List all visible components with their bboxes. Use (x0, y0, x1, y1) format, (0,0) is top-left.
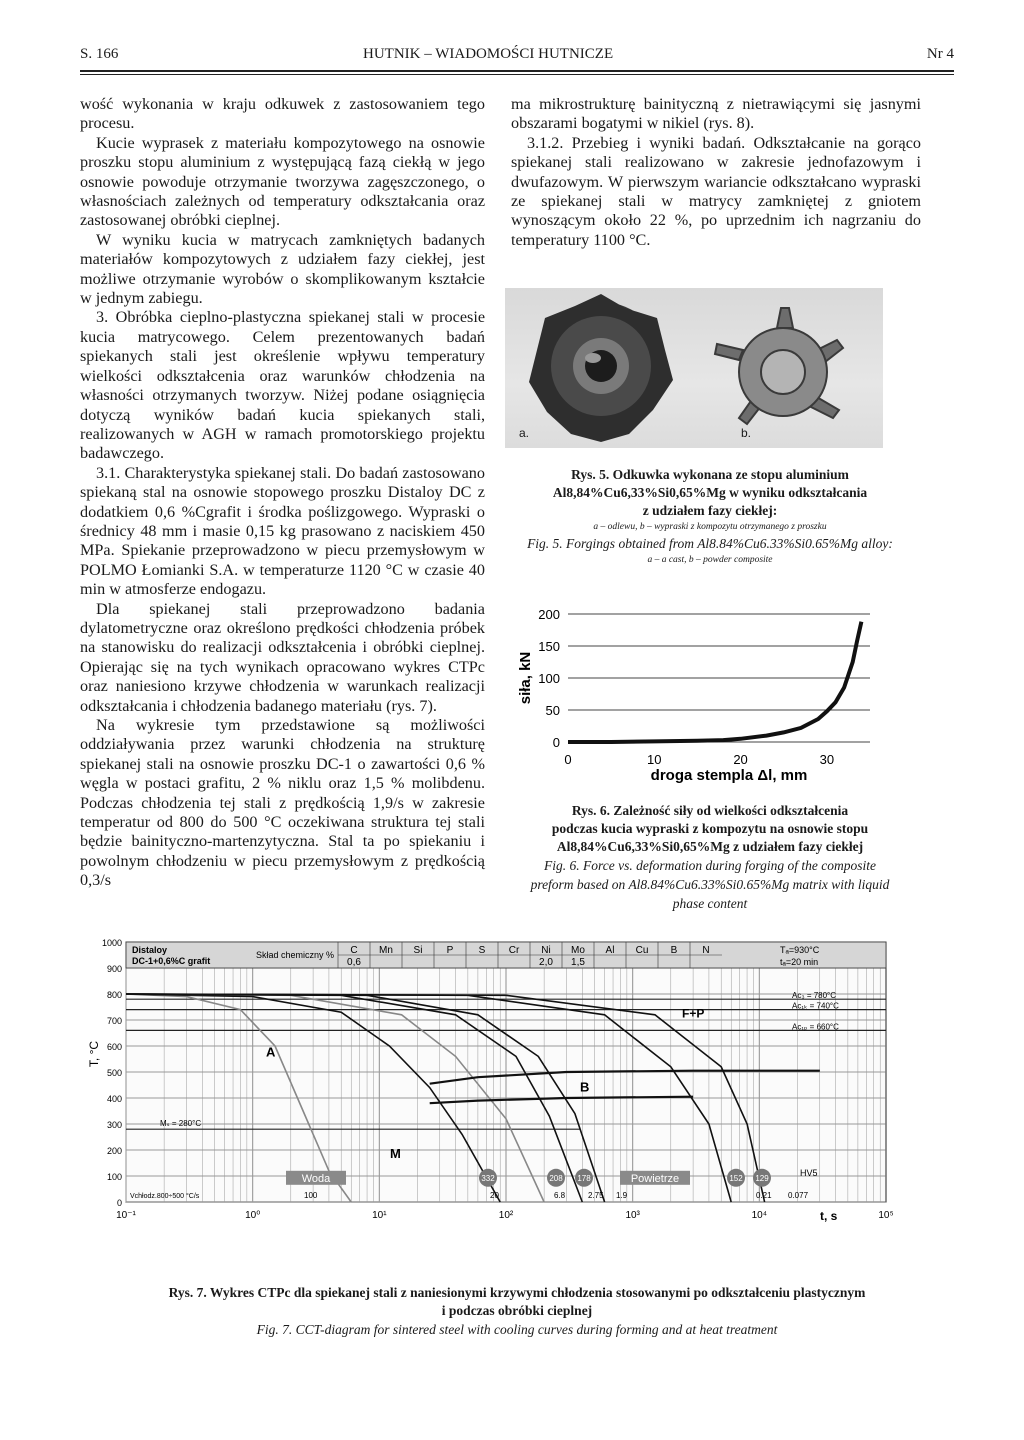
element-value: 0,6 (347, 957, 361, 968)
right-column (511, 95, 921, 250)
y-axis-label: T, °C (87, 1040, 101, 1068)
material-name: Distaloy (132, 945, 168, 955)
y-tick-label: 200 (538, 607, 560, 622)
element-value: 1,5 (571, 957, 585, 968)
caption-line: podczas kucia wypraski z kompozytu na osnowie stopu (551, 821, 869, 836)
region-fp: F+P (682, 1006, 705, 1021)
caption-line: i podczas obróbki cieplnej (441, 1303, 593, 1318)
y-tick-label: 1000 (101, 938, 122, 948)
paragraph: Na wykresie tym przedstawione są możliwości oddziaływania przez warunki chłodzenia na strukturę spiekanej stali na osnowie proszku DC-1 o zawartości 0,6 % węgla w postaci grafitu, 2 % niklu oraz 1,5 % molibdenu. Podczas chłodzenia tej stali z prędkością 1,9/s w zakresie temperatur od 800 do 500 °C oczekiwana struktura tej stali będzie bainityczno-martenzytyczna. Stal ta po spiekaniu i powolnym chłodzeniu w piecu przemysłowym z prędkością 0,3/s (80, 716, 485, 890)
cast-forging (529, 294, 673, 442)
y-tick-label: 0 (116, 1198, 122, 1208)
label-a: a. (519, 426, 530, 440)
composition-label: Skład chemiczny % (256, 950, 335, 960)
fig5-caption (500, 466, 920, 567)
element-symbol: N (702, 945, 710, 956)
element-symbol: Al (605, 945, 615, 956)
y-tick-label: 150 (538, 639, 560, 654)
y-axis-label: siła, kN (517, 651, 534, 705)
y-tick-label: 0 (552, 735, 560, 750)
ms-label: Mₛ = 280°C (160, 1119, 202, 1129)
x-tick-label: 0 (564, 752, 572, 767)
element-symbol: Ni (541, 945, 551, 956)
force-chart (500, 596, 890, 786)
y-tick-label: 400 (106, 1094, 122, 1104)
cct-diagram (80, 934, 910, 1264)
austenitizing-temp: Tₐ=930°C (780, 945, 820, 955)
caption-line: z udziałem fazy ciekłej: (642, 503, 778, 518)
header-rule (80, 70, 954, 72)
y-tick-label: 600 (106, 1042, 122, 1052)
cooling-rate-value: 6.8 (554, 1191, 566, 1200)
x-tick-label: 10¹ (372, 1210, 387, 1221)
element-symbol: C (350, 945, 358, 956)
paragraph: 3.1.2. Przebieg i wyniki badań. Odkształcanie na gorąco spiekanej stali realizowano w zakresie jednofazowym i dwufazowym. W pierwszym wariancie odkształcano wypraski ze spiekanej stali w matrycy zamkniętej z gniotem wynoszącym około 22 %, po uprzednim ich nagrzaniu do temperatury 1100 °C. (511, 133, 921, 249)
caption-line: Al8,84%Cu6,33%Si0,65%Mg z udziałem fazy ciekłej (556, 839, 864, 854)
y-tick-label: 300 (106, 1120, 122, 1130)
paragraph: Dla spiekanej stali przeprowadzono badania dylatometryczne oraz określono prędkości chłodzenia próbek na stanowisku do realizacji odkształcenia i obróbki cieplnej. Opierając się na tych wynikach opracowano wykres CTPc oraz naniesiono krzywe chłodzenia w warunkach realizacji odkształcania i chłodzenia badanego materiału (rys. 7). (80, 599, 485, 715)
x-tick-label: 20 (733, 752, 748, 767)
paragraph: W wyniku kucia w matrycach zamkniętych badanych materiałów kompozytowych z udziałem fazy ciekłej, jest możliwe otrzymanie wyrobów o skomplikowanym kształcie w jednym zabiegu. (80, 230, 485, 308)
caption-line: Rys. 5. Odkuwka wykonana ze stopu aluminium (571, 467, 849, 482)
cooling-rate-label: Vchłodz.800÷500 °C/s (130, 1193, 200, 1200)
composition-table (126, 942, 886, 968)
caption-en: Fig. 7. CCT-diagram for sintered steel with cooling curves during forming and at heat treatment (256, 1322, 778, 1337)
caption-line: Al8,84%Cu6,33%Si0,65%Mg w wyniku odkształcania (552, 485, 868, 500)
caption-en: phase content (672, 896, 748, 911)
paragraph: ma mikrostrukturę bainityczną z nietrawiącymi się jasnymi obszarami bogatymi w nikiel (rys. 8). (511, 95, 921, 133)
powietrze-label: Powietrze (630, 1172, 680, 1185)
hardness-value: 332 (481, 1173, 495, 1183)
transformation-label: Ac₁ₖ = 740°C (792, 1001, 839, 1011)
element-symbol: S (478, 945, 486, 956)
hardness-value: 152 (729, 1173, 743, 1183)
y-tick-label: 100 (538, 671, 560, 686)
caption-en: Fig. 5. Forgings obtained from Al8.84%Cu6.33%Si0.65%Mg alloy: (527, 536, 893, 551)
x-axis-label: t, s (820, 1209, 838, 1223)
cooling-rate-value: 2.75 (588, 1191, 604, 1200)
y-tick-label: 800 (106, 990, 122, 1000)
x-tick-label: 10² (498, 1210, 514, 1221)
element-symbol: Cr (508, 945, 520, 956)
element-symbol: Cu (635, 945, 649, 956)
x-tick-label: 10⁰ (245, 1210, 261, 1221)
x-tick-label: 10⁴ (751, 1210, 768, 1221)
cooling-rate-value: 20 (490, 1191, 499, 1200)
x-tick-label: 10 (647, 752, 662, 767)
composite-forging (715, 308, 843, 424)
hardness-value: 178 (577, 1173, 591, 1183)
cooling-rate-value: 100 (304, 1191, 318, 1200)
cooling-rate-value: 1.9 (616, 1191, 628, 1200)
element-symbol: B (670, 945, 678, 956)
caption-line: Rys. 6. Zależność siły od wielkości odkształcenia (571, 803, 849, 818)
hardness-value: 129 (755, 1173, 769, 1183)
forging-photo (505, 288, 883, 448)
fig7-caption (80, 1284, 954, 1339)
paragraph: wość wykonania w kraju odkuwek z zastosowaniem tego procesu. (80, 95, 485, 133)
y-tick-label: 100 (106, 1172, 122, 1182)
hardness-value: 208 (549, 1173, 563, 1183)
forging-illustration (505, 288, 883, 448)
y-tick-label: 900 (106, 964, 122, 974)
element-symbol: Mn (379, 945, 393, 956)
x-tick-label: 30 (819, 752, 835, 767)
cooling-rate-value: 0.21 (756, 1191, 772, 1200)
region-a: A (266, 1044, 276, 1060)
caption-en: preform based on Al8.84%Cu6.33%Si0.65%Mg matrix with liquid (530, 877, 890, 892)
page-number: S. 166 (80, 46, 119, 62)
region-b: B (580, 1079, 590, 1095)
transformation-label: Ac₃ = 780°C (792, 991, 837, 1001)
y-tick-label: 500 (106, 1068, 122, 1078)
y-tick-label: 50 (545, 703, 560, 718)
x-tick-label: 10⁵ (878, 1210, 894, 1221)
paragraph: 3.1. Charakterystyka spiekanej stali. Do badań zastosowano spiekaną stal na osnowie stopowego proszku Distaloy DC z dodatkiem 0,6 %Cgrafit i środka poślizgowego. Wypraski o średnicy 48 mm i masie 0,15 kg prasowano z naciskiem 450 MPa. Spiekanie przeprowadzono w piecu przemysłowym w POLMO Łomianki S.A. w temperaturze 1120 °C w czasie 40 min w atmosferze endogazu. (80, 463, 485, 599)
element-symbol: Si (413, 945, 423, 956)
label-b: b. (741, 426, 752, 440)
element-symbol: Mo (571, 945, 585, 956)
running-header (80, 46, 954, 68)
element-value: 2,0 (539, 957, 553, 968)
material-spec: DC-1+0,6%C grafit (132, 956, 211, 966)
caption-sub-en: a – a cast, b – powder composite (647, 555, 773, 565)
paragraph: 3. Obróbka cieplno-plastyczna spiekanej stali w procesie kucia matrycowego. Celem prezentowanych badań spiekanych stali jest określenie wpływu temperatury wielkości odkształcenia oraz warunków chłodzenia na własności otrzymanych tworzyw. Niżej podane osiągnięcia dotyczą wyników badań kucia spiekanych stali, realizowanych w AGH w ramach promotorskiego projektu badawczego. (80, 308, 485, 463)
woda-label: Woda (301, 1172, 331, 1185)
region-m: M (390, 1145, 401, 1161)
force-series-line (568, 622, 861, 742)
hv-label: HV5 (800, 1168, 818, 1178)
journal-title: HUTNIK – WIADOMOŚCI HUTNICZE (363, 46, 614, 62)
x-tick-label: 10⁻¹ (116, 1210, 136, 1221)
x-axis-label: droga stempla Δl, mm (650, 767, 808, 784)
transformation-label: Ac₁ₚ = 660°C (792, 1022, 839, 1032)
left-column (80, 95, 485, 891)
y-tick-label: 700 (106, 1016, 122, 1026)
element-symbol: P (446, 945, 454, 956)
paragraph: Kucie wyprasek z materiału kompozytowego na osnowie proszku stopu aluminium z występującą fazą ciekłą w jego osnowie powoduje otrzymanie tworzywa zagęszczonego, o własnościach zależnych od temperatury odkształcania oraz zastosowanej obróbki cieplnej. (80, 133, 485, 230)
caption-en: Fig. 6. Force vs. deformation during forging of the composite (544, 858, 876, 873)
chart-grid (568, 614, 870, 742)
caption-sub: a – odlewu, b – wypraski z kompozytu otrzymanego z proszku (593, 522, 827, 532)
cooling-rate-value: 0.077 (788, 1191, 809, 1200)
issue-number: Nr 4 (926, 46, 954, 62)
fig6-caption (500, 802, 920, 913)
header-rule-thin (80, 74, 954, 75)
austenitizing-time: tₐ=20 min (780, 957, 819, 967)
y-tick-label: 200 (106, 1146, 122, 1156)
x-tick-label: 10³ (625, 1210, 640, 1221)
caption-line: Rys. 7. Wykres CTPc dla spiekanej stali z naniesionymi krzywymi chłodzenia stosowanymi po odkształceniu plastycznym (168, 1285, 866, 1300)
